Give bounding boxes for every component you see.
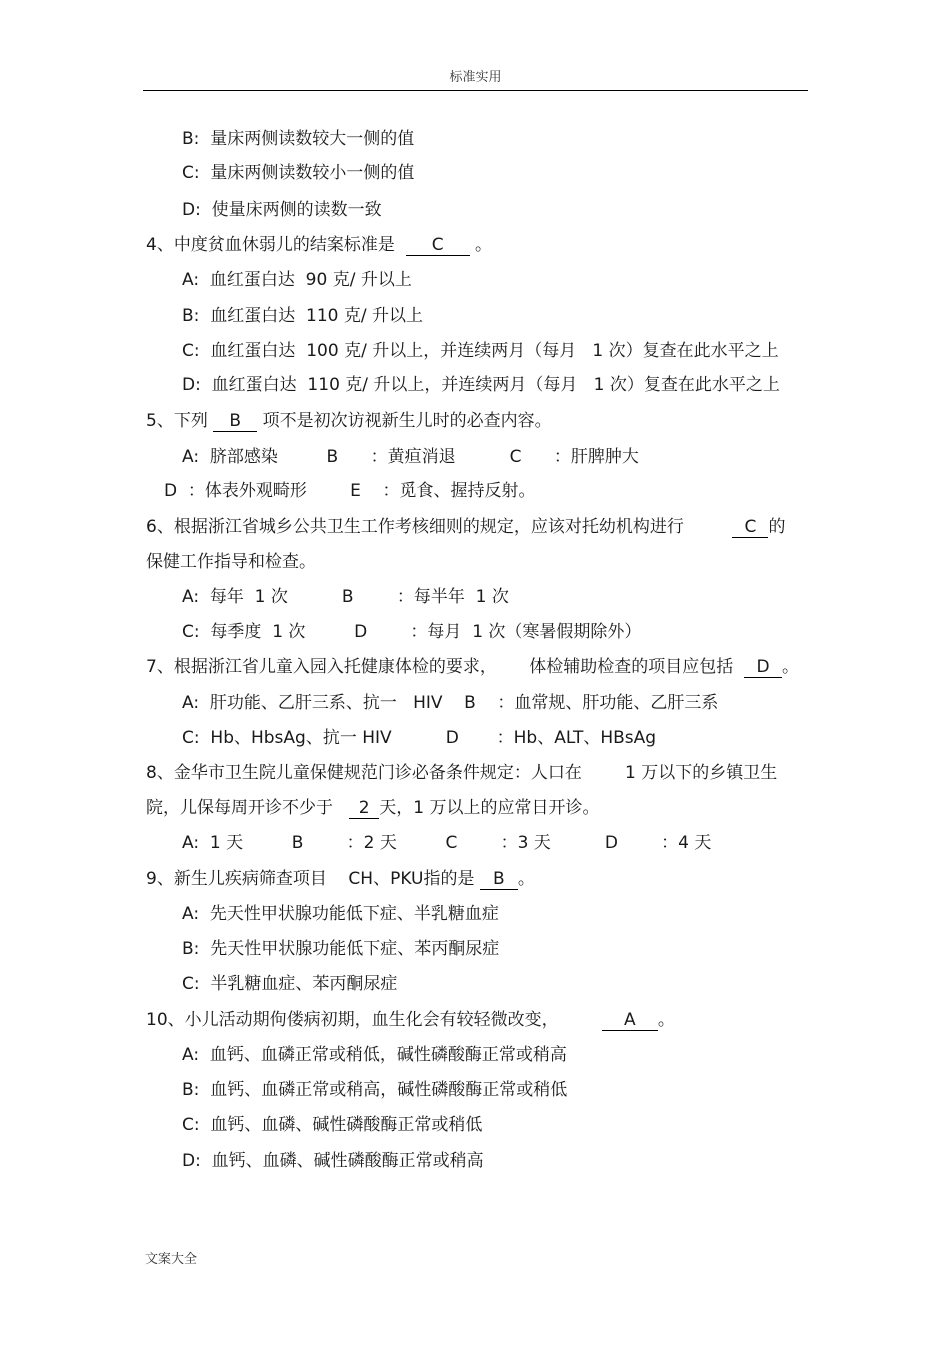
q9-stem-post: 。 xyxy=(517,869,535,889)
q10-option-a: A: 血钙、血磷正常或稍低，碱性磷酸酶正常或稍高 xyxy=(182,1045,567,1065)
q9-answer-blank: B xyxy=(480,869,518,890)
q4-stem-post: 。 xyxy=(469,235,493,255)
q4-stem-pre: 4、中度贫血休弱儿的结案标准是 xyxy=(146,235,406,255)
q6-stem xyxy=(146,516,785,538)
header-rule xyxy=(143,90,808,91)
q5-stem-pre: 5、下列 xyxy=(146,411,214,431)
q4-answer-blank: C xyxy=(406,235,470,256)
page-footer: 文案大全 xyxy=(145,1252,198,1267)
q3-option-d: D: 使量床两侧的读数一致 xyxy=(182,200,382,220)
q7-stem xyxy=(146,656,799,678)
q5-options-row1: A: 脐部感染 B ：黄疸消退 C ：肝脾肿大 xyxy=(182,447,639,467)
q6-stem-line2: 保健工作指导和检查。 xyxy=(146,552,316,572)
q8-options-row1: A: 1 天 B ：2 天 C ：3 天 D ：4 天 xyxy=(182,833,712,853)
q4-option-c: C: 血红蛋白达 100 克/ 升以上，并连续两月（每月 1 次）复查在此水平之上 xyxy=(182,341,779,361)
q4-option-d: D: 血红蛋白达 110 克/ 升以上，并连续两月（每月 1 次）复查在此水平之上 xyxy=(182,375,780,395)
q4-option-a: A: 血红蛋白达 90 克/ 升以上 xyxy=(182,270,412,290)
q10-option-b: B: 血钙、血磷正常或稍高，碱性磷酸酶正常或稍低 xyxy=(182,1080,568,1100)
q7-options-row2: C: Hb、HbsAg、抗一 HIV D ：Hb、ALT、HBsAg xyxy=(182,728,657,748)
q4-stem xyxy=(146,234,492,256)
q7-stem-post: 。 xyxy=(782,657,800,677)
q8-stem-line2 xyxy=(146,797,599,819)
q5-options-row2: D ：体表外观畸形 E ：觅食、握持反射。 xyxy=(164,481,536,501)
q10-stem-post: 。 xyxy=(657,1010,675,1030)
q7-answer-blank: D xyxy=(744,657,782,678)
q5-stem xyxy=(146,410,552,432)
q6-options-row2: C: 每季度 1 次 D ：每月 1 次（寒暑假期除外） xyxy=(182,622,642,642)
q9-option-b: B: 先天性甲状腺功能低下症、苯丙酮尿症 xyxy=(182,939,500,959)
q6-answer-blank: C xyxy=(732,517,768,538)
q9-option-a: A: 先天性甲状腺功能低下症、半乳糖血症 xyxy=(182,904,499,924)
q7-options-row1: A: 肝功能、乙肝三系、抗一 HIV B ：血常规、肝功能、乙肝三系 xyxy=(182,693,719,713)
q9-option-c: C: 半乳糖血症、苯丙酮尿症 xyxy=(182,974,398,994)
page-header: 标准实用 xyxy=(449,70,502,85)
q10-stem xyxy=(146,1009,675,1031)
q10-answer-blank: A xyxy=(602,1010,658,1031)
q3-option-c: C: 量床两侧读数较小一侧的值 xyxy=(182,163,415,183)
q8-stem-pre: 院，儿保每周开诊不少于 xyxy=(146,798,350,818)
q9-stem-pre: 9、新生儿疾病筛查项目 CH、PKU指的是 xyxy=(146,869,480,889)
q5-stem-post: 项不是初次访视新生儿时的必查内容。 xyxy=(257,411,552,431)
q9-stem xyxy=(146,868,535,890)
q6-stem-post: 的 xyxy=(768,517,786,537)
q10-option-d: D: 血钙、血磷、碱性磷酸酶正常或稍高 xyxy=(182,1151,484,1171)
q7-stem-pre: 7、根据浙江省儿童入园入托健康体检的要求， 体检辅助检查的项目应包括 xyxy=(146,657,745,677)
q5-answer-blank: B xyxy=(213,411,257,432)
q6-options-row1: A: 每年 1 次 B ：每半年 1 次 xyxy=(182,587,509,607)
q6-stem-pre: 6、根据浙江省城乡公共卫生工作考核细则的规定，应该对托幼机构进行 xyxy=(146,517,733,537)
q8-answer-blank: 2 xyxy=(349,798,379,819)
q3-option-b: B: 量床两侧读数较大一侧的值 xyxy=(182,129,415,149)
q10-stem-pre: 10、小儿活动期佝偻病初期，血生化会有较轻微改变， xyxy=(146,1010,602,1030)
q8-stem-post: 天，1 万以上的应常日开诊。 xyxy=(379,798,600,818)
q10-option-c: C: 血钙、血磷、碱性磷酸酶正常或稍低 xyxy=(182,1115,483,1135)
q4-option-b: B: 血红蛋白达 110 克/ 升以上 xyxy=(182,306,423,326)
q8-stem-line1: 8、金华市卫生院儿童保健规范门诊必备条件规定：人口在 1 万以下的乡镇卫生 xyxy=(146,763,778,783)
